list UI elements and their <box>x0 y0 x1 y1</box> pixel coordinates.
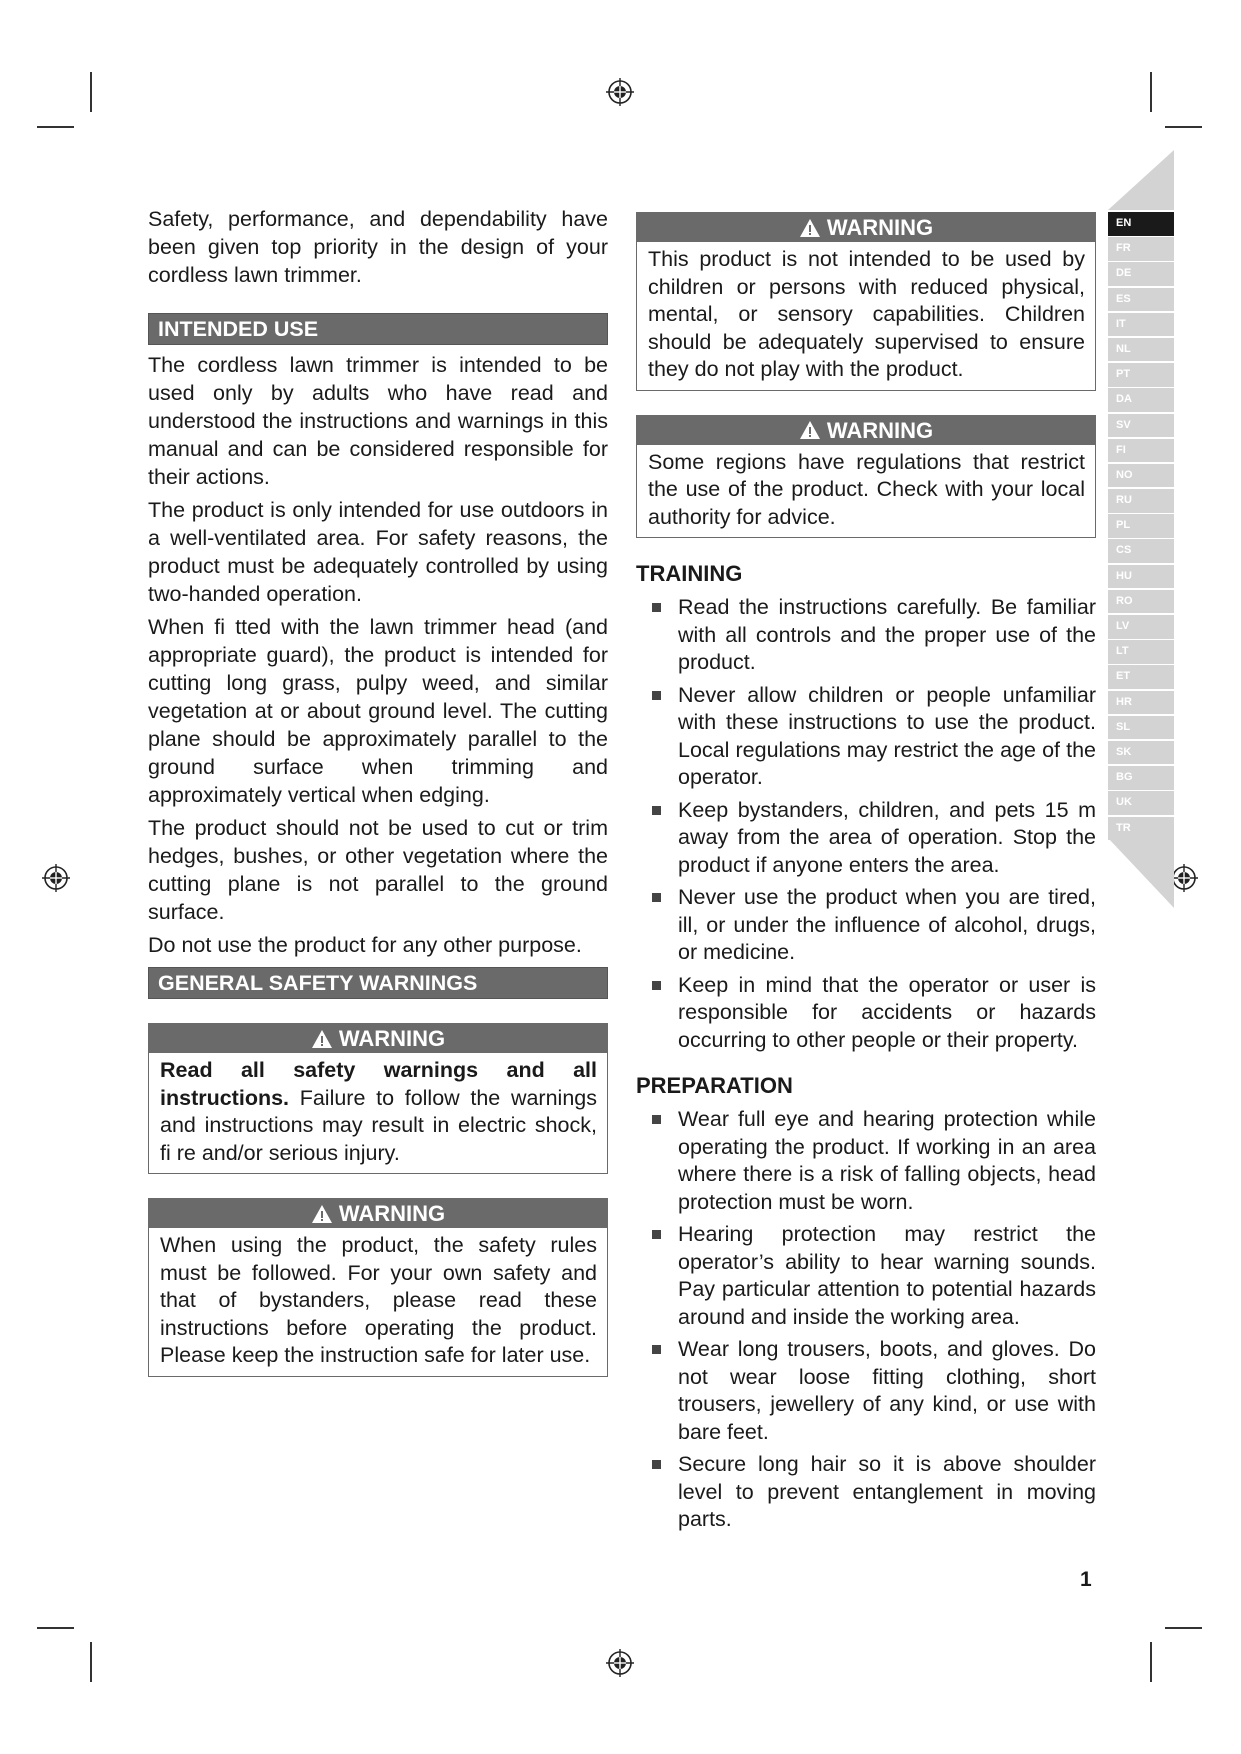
crop-mark-br-v <box>1150 1642 1152 1682</box>
warning-title: WARNING <box>338 1201 446 1226</box>
language-item-ru[interactable]: RU <box>1108 489 1174 513</box>
language-item-tr[interactable]: TR <box>1108 817 1174 841</box>
registration-mark-icon <box>41 863 71 893</box>
intro-paragraph: Safety, performance, and dependability have been given top priority in the design of your cordless lawn trimmer. <box>148 207 608 287</box>
preparation-list <box>636 1106 1096 1534</box>
square-bullet-icon <box>636 797 666 824</box>
left-column <box>148 205 608 1377</box>
language-item-cs[interactable]: CS <box>1108 539 1174 563</box>
language-item-lv[interactable]: LV <box>1108 615 1174 639</box>
training-heading: TRAINING <box>636 561 743 586</box>
language-item-fi[interactable]: FI <box>1108 439 1174 463</box>
warning-triangle-icon <box>799 420 821 440</box>
crop-mark-tl-h <box>37 126 74 128</box>
crop-mark-br-h <box>1165 1627 1202 1629</box>
crop-mark-tl-v <box>90 72 92 112</box>
warning-triangle-icon <box>311 1204 333 1224</box>
language-item-pt[interactable]: PT <box>1108 363 1174 387</box>
language-item-nl[interactable]: NL <box>1108 338 1174 362</box>
language-item-sv[interactable]: SV <box>1108 414 1174 438</box>
warning-triangle-icon <box>311 1029 333 1049</box>
square-bullet-icon <box>636 1451 666 1478</box>
language-item-it[interactable]: IT <box>1108 313 1174 337</box>
warning-header <box>637 416 1095 445</box>
general-safety-heading: GENERAL SAFETY WARNINGS <box>148 967 608 999</box>
language-item-lt[interactable]: LT <box>1108 640 1174 664</box>
intended-use-paragraph: Do not use the product for any other purpose. <box>148 933 582 957</box>
language-item-es[interactable]: ES <box>1108 288 1174 312</box>
warning-rest-text: Failure to follow the warnings and instructions may result in electric shock, fi re and/or serious injury. <box>160 1085 597 1165</box>
language-item-en[interactable]: EN <box>1108 212 1174 236</box>
warning-title: WARNING <box>826 215 934 240</box>
intended-use-paragraph: The product is only intended for use outdoors in a well-ventilated area. For safety reasons, the product must be adequately controlled by using two-handed operation. <box>148 498 608 606</box>
list-item: Read the instructions carefully. Be familiar with all controls and the proper use of the product. <box>666 594 1096 677</box>
crop-mark-bl-v <box>90 1642 92 1682</box>
warning-header <box>637 213 1095 242</box>
warning-box <box>636 212 1096 391</box>
intended-use-paragraph: When fi tted with the lawn trimmer head (and appropriate guard), the product is intended for cutting long grass, pulpy weed, and similar vegetation at or about ground level. The cutting plane should be approximately parallel to the ground surface when trimming and approximately vertical when edging. <box>148 615 608 807</box>
warning-text: Some regions have regulations that restrict the use of the product. Check with your local authority for advice. <box>648 449 1085 529</box>
intended-use-paragraph: The cordless lawn trimmer is intended to be used only by adults who have read and understood the instructions and warnings in this manual and can be considered responsible for their actions. <box>148 353 608 489</box>
intended-use-heading: INTENDED USE <box>148 313 608 345</box>
warning-text: When using the product, the safety rules must be followed. For your own safety and that of bystanders, please read these instructions before operating the product. Please keep the instruction safe for later use. <box>160 1233 597 1367</box>
warning-header <box>149 1024 607 1053</box>
language-item-ro[interactable]: RO <box>1108 590 1174 614</box>
language-item-hr[interactable]: HR <box>1108 691 1174 715</box>
warning-box <box>636 415 1096 539</box>
registration-mark-icon <box>605 77 635 107</box>
language-item-de[interactable]: DE <box>1108 262 1174 286</box>
warning-bold-text: Read all safety warnings and all instructions. <box>160 1058 597 1110</box>
square-bullet-icon <box>636 682 666 709</box>
warning-text <box>149 1053 607 1173</box>
language-item-fr[interactable]: FR <box>1108 237 1174 261</box>
list-item: Hearing protection may restrict the operator’s ability to hear warning sounds. Pay particular attention to potential hazards around and inside the working area. <box>666 1221 1096 1331</box>
square-bullet-icon <box>636 594 666 621</box>
language-item-sl[interactable]: SL <box>1108 716 1174 740</box>
language-item-hu[interactable]: HU <box>1108 565 1174 589</box>
crop-mark-bl-h <box>37 1627 74 1629</box>
warning-text: This product is not intended to be used by children or persons with reduced physical, mental, or sensory capabilities. Children should be adequately supervised to ensure they do not play with the product. <box>648 247 1085 381</box>
language-item-pl[interactable]: PL <box>1108 514 1174 538</box>
language-tab-list <box>1108 212 1174 842</box>
warning-title: WARNING <box>338 1026 446 1051</box>
warning-box <box>148 1198 608 1377</box>
language-item-sk[interactable]: SK <box>1108 741 1174 765</box>
square-bullet-icon <box>636 1106 666 1133</box>
language-tab-top-shape <box>1108 150 1174 210</box>
warning-triangle-icon <box>799 218 821 238</box>
crop-mark-tr-v <box>1150 72 1152 112</box>
list-item: Never allow children or people unfamiliar with these instructions to use the product. Local regulations may restrict the age of the operator. <box>666 682 1096 792</box>
language-item-et[interactable]: ET <box>1108 665 1174 689</box>
list-item: Wear full eye and hearing protection while operating the product. If working in an area where there is a risk of falling objects, head protection must be worn. <box>666 1106 1096 1216</box>
warning-header <box>149 1199 607 1228</box>
language-item-da[interactable]: DA <box>1108 388 1174 412</box>
page-number: 1 <box>1080 1568 1092 1591</box>
crop-mark-tr-h <box>1165 126 1202 128</box>
list-item: Secure long hair so it is above shoulder level to prevent entanglement in moving parts. <box>666 1451 1096 1534</box>
square-bullet-icon <box>636 972 666 999</box>
list-item: Keep in mind that the operator or user is responsible for accidents or hazards occurring to other people or their property. <box>666 972 1096 1055</box>
preparation-heading: PREPARATION <box>636 1073 793 1098</box>
language-item-no[interactable]: NO <box>1108 464 1174 488</box>
warning-box <box>148 1023 608 1174</box>
square-bullet-icon <box>636 1336 666 1363</box>
training-list <box>636 594 1096 1054</box>
list-item: Wear long trousers, boots, and gloves. Do not wear loose fitting clothing, short trousers, jewellery of any kind, or use with bare feet. <box>666 1336 1096 1446</box>
registration-mark-icon <box>605 1648 635 1678</box>
warning-title: WARNING <box>826 417 934 443</box>
intended-use-paragraph: The product should not be used to cut or trim hedges, bushes, or other vegetation where the cutting plane is not parallel to the ground surface. <box>148 816 608 924</box>
list-item: Never use the product when you are tired, ill, or under the influence of alcohol, drugs, or medicine. <box>666 884 1096 967</box>
list-item: Keep bystanders, children, and pets 15 m away from the area of operation. Stop the product if anyone enters the area. <box>666 797 1096 880</box>
language-item-bg[interactable]: BG <box>1108 766 1174 790</box>
right-column <box>636 212 1096 1539</box>
square-bullet-icon <box>636 884 666 911</box>
language-tab-bottom-shape <box>1108 838 1174 908</box>
language-item-uk[interactable]: UK <box>1108 791 1174 815</box>
square-bullet-icon <box>636 1221 666 1248</box>
